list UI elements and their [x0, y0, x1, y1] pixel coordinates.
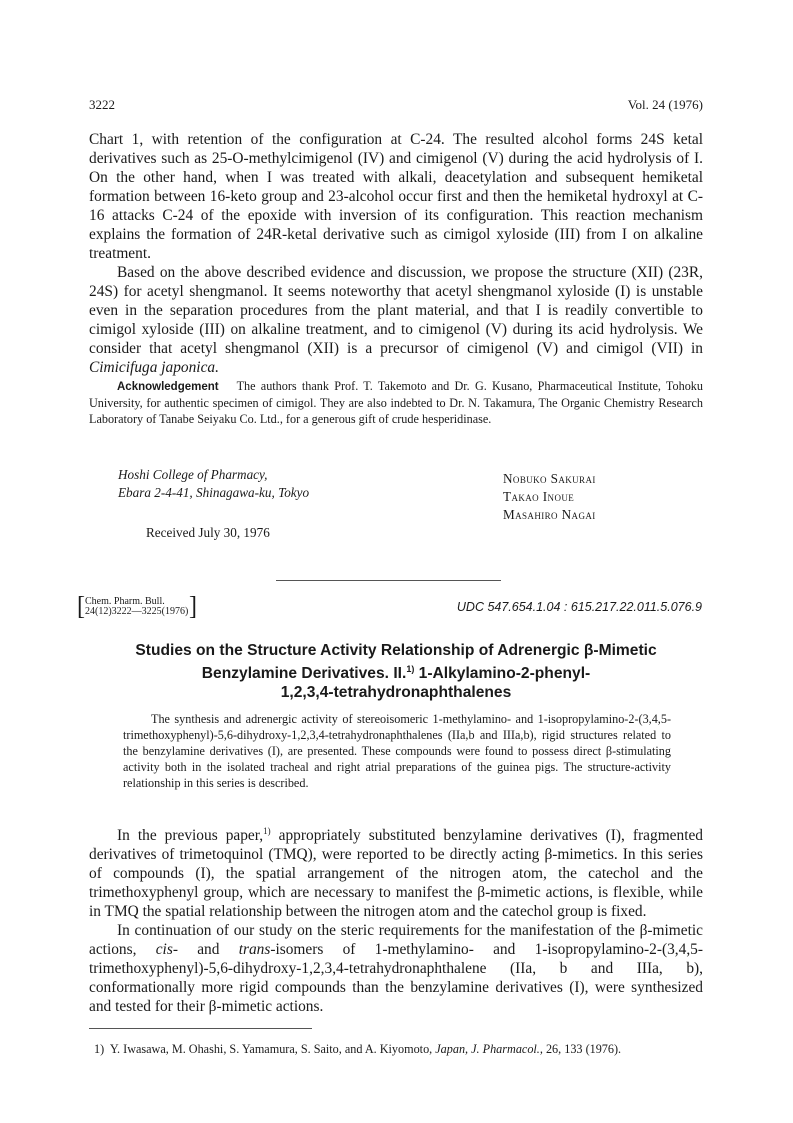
title-line-2 — [89, 660, 703, 683]
acknowledgement-section — [89, 378, 703, 427]
page-number: 3222 — [89, 97, 115, 112]
title-line-2b: 1-Alkylamino-2-phenyl- — [414, 665, 591, 683]
species-name: Cimicifuga japonica. — [89, 359, 219, 376]
intro-p2-and: and — [177, 941, 239, 959]
section-divider — [276, 580, 501, 581]
author-3: Masahiro Nagai — [503, 507, 596, 522]
footnote-authors: Y. Iwasawa, M. Ohashi, S. Yamamura, S. Saito, and A. Kiyomoto, — [109, 1042, 433, 1056]
intro-p2-start: In continuation of our study on the steric requirements for the manifestation of the β-mimetic actions, — [89, 922, 703, 959]
continuation-section — [89, 130, 703, 377]
cis-term: cis- — [155, 941, 178, 959]
title-line-1: Studies on the Structure Activity Relationship of Adrenergic β-Mimetic — [135, 642, 657, 659]
footnote-journal: Japan, J. Pharmacol., — [435, 1042, 543, 1056]
received-date: Received July 30, 1976 — [146, 525, 270, 540]
udc-code: UDC 547.654.1.04 : 615.217.22.011.5.076.9 — [456, 600, 702, 614]
intro-paragraph-1 — [89, 822, 703, 921]
continuation-paragraph-1: Chart 1, with retention of the configuration at C-24. The resulted alcohol forms 24S ketal derivatives such as 25-O-methylcimigenol (IV) and cimigenol (V) during the acid hydrolysis of I. On the other hand, when I was treated with alkali, deacetylation and subsequent hemiketal formation between 16-keto group and 23-alcohol occur first and then the hemiketal hydroxyl at C-16 attacks C-24 of the epoxide with inversion of its configuration. This reaction mechanism explains the formation of 24R-ketal derivative such as cimigol xyloside (III) from I on alkaline treatment. — [89, 131, 703, 262]
author-list — [503, 470, 596, 524]
intro-footnote-marker: 1) — [263, 826, 271, 836]
footnote-number: 1) — [94, 1042, 105, 1056]
intro-paragraph-2 — [89, 921, 703, 1016]
affiliation — [118, 466, 309, 542]
acknowledgement-text: The authors thank Prof. T. Takemoto and Dr. G. Kusano, Pharmaceutical Institute, Tohoku University, for authentic specimen of cimigol. They are also indebted to Dr. N. Takamura, The Organic Chemistry Research Laboratory of Tanabe Seiyaku Co. Ltd., for a generous gift of crude hesperidinase. — [89, 379, 703, 426]
affiliation-line-1: Hoshi College of Pharmacy, — [118, 467, 268, 482]
author-2: Takao Inoue — [503, 489, 575, 504]
continuation-paragraph-2 — [89, 263, 703, 377]
acknowledgement-paragraph — [89, 378, 703, 427]
intro-p1-start: In the previous paper, — [117, 827, 264, 845]
abstract-section — [123, 711, 671, 791]
right-bracket-icon: ] — [189, 592, 197, 622]
title-line-3: 1,2,3,4-tetrahydronaphthalenes — [280, 684, 512, 702]
introduction-section — [89, 822, 703, 1016]
footnote-details: 26, 133 (1976). — [545, 1042, 622, 1056]
journal-citation: 24(12)3222—3225(1976) — [85, 606, 189, 617]
title-footnote-marker: 1) — [406, 664, 415, 674]
abstract-text: The synthesis and adrenergic activity of stereoisomeric 1-methylamino- and 1-isopropylamino-2-(3,4,5-trimethoxyphenyl)-5,6-dihydroxy-1,2,3,4-tetrahydronaphthalenes (IIa,b and IIIa,b), rigid structures related to the benzylamine derivatives (I), are presented. These compounds were found to possess direct β-stimulating activity both in the isolated tracheal and right atrial preparations of the guinea pigs. The structure-activity relationship in this series is described. — [123, 712, 671, 790]
trans-term: trans- — [238, 941, 276, 959]
volume-info: Vol. 24 (1976) — [627, 97, 703, 112]
author-1: Nobuko Sakurai — [503, 471, 596, 486]
continuation-paragraph-2-text: Based on the above described evidence and discussion, we propose the structure (XII) (23R, 24S) for acetyl shengmanol. It seems noteworthy that acetyl shengmanol xyloside (I) is unstable even in the separation procedures from the plant material, and that I is readily convertible to cimigol xyloside (III) on alkaline treatment, and to cimigenol (V) during its acid hydrolysis. We consider that acetyl shengmanol (XII) is a precursor of cimigenol (V) and cimigol (VII) in — [89, 264, 703, 357]
journal-reference — [77, 592, 207, 622]
intro-p2-rest: isomers of 1-methylamino- and 1-isopropylamino-2-(3,4,5-trimethoxyphenyl)-5,6-dihydroxy-1,2,3,4-tetrahydronaphthalene (IIa, b and IIIa, b), conformationally more rigid compounds than the benzylamine derivatives (I), were synthesized and tested for their β-mimetic actions. — [89, 941, 703, 1016]
footnote-divider — [89, 1028, 312, 1029]
title-line-2a: Benzylamine Derivatives. II. — [201, 665, 407, 683]
article-title — [89, 641, 703, 702]
acknowledgement-heading: Acknowledgement — [117, 381, 219, 393]
intro-p1-rest: appropriately substituted benzylamine derivatives (I), fragmented derivatives of trimetoquinol (TMQ), were reported to be directly acting β-mimetics. In this series of compounds (I), the spatial arrangement of the nitrogen atom, the catechol and the trimethoxyphenyl group, which are necessary to manifest the β-mimetic actions, is flexible, while in TMQ the spatial relationship between the nitrogen atom and the catechol group is fixed. — [89, 827, 703, 921]
journal-name: Chem. Pharm. Bull. — [85, 596, 165, 607]
left-bracket-icon: [ — [77, 592, 85, 622]
footnote — [94, 1041, 704, 1057]
affiliation-line-2: Ebara 2-4-41, Shinagawa-ku, Tokyo — [118, 485, 310, 500]
